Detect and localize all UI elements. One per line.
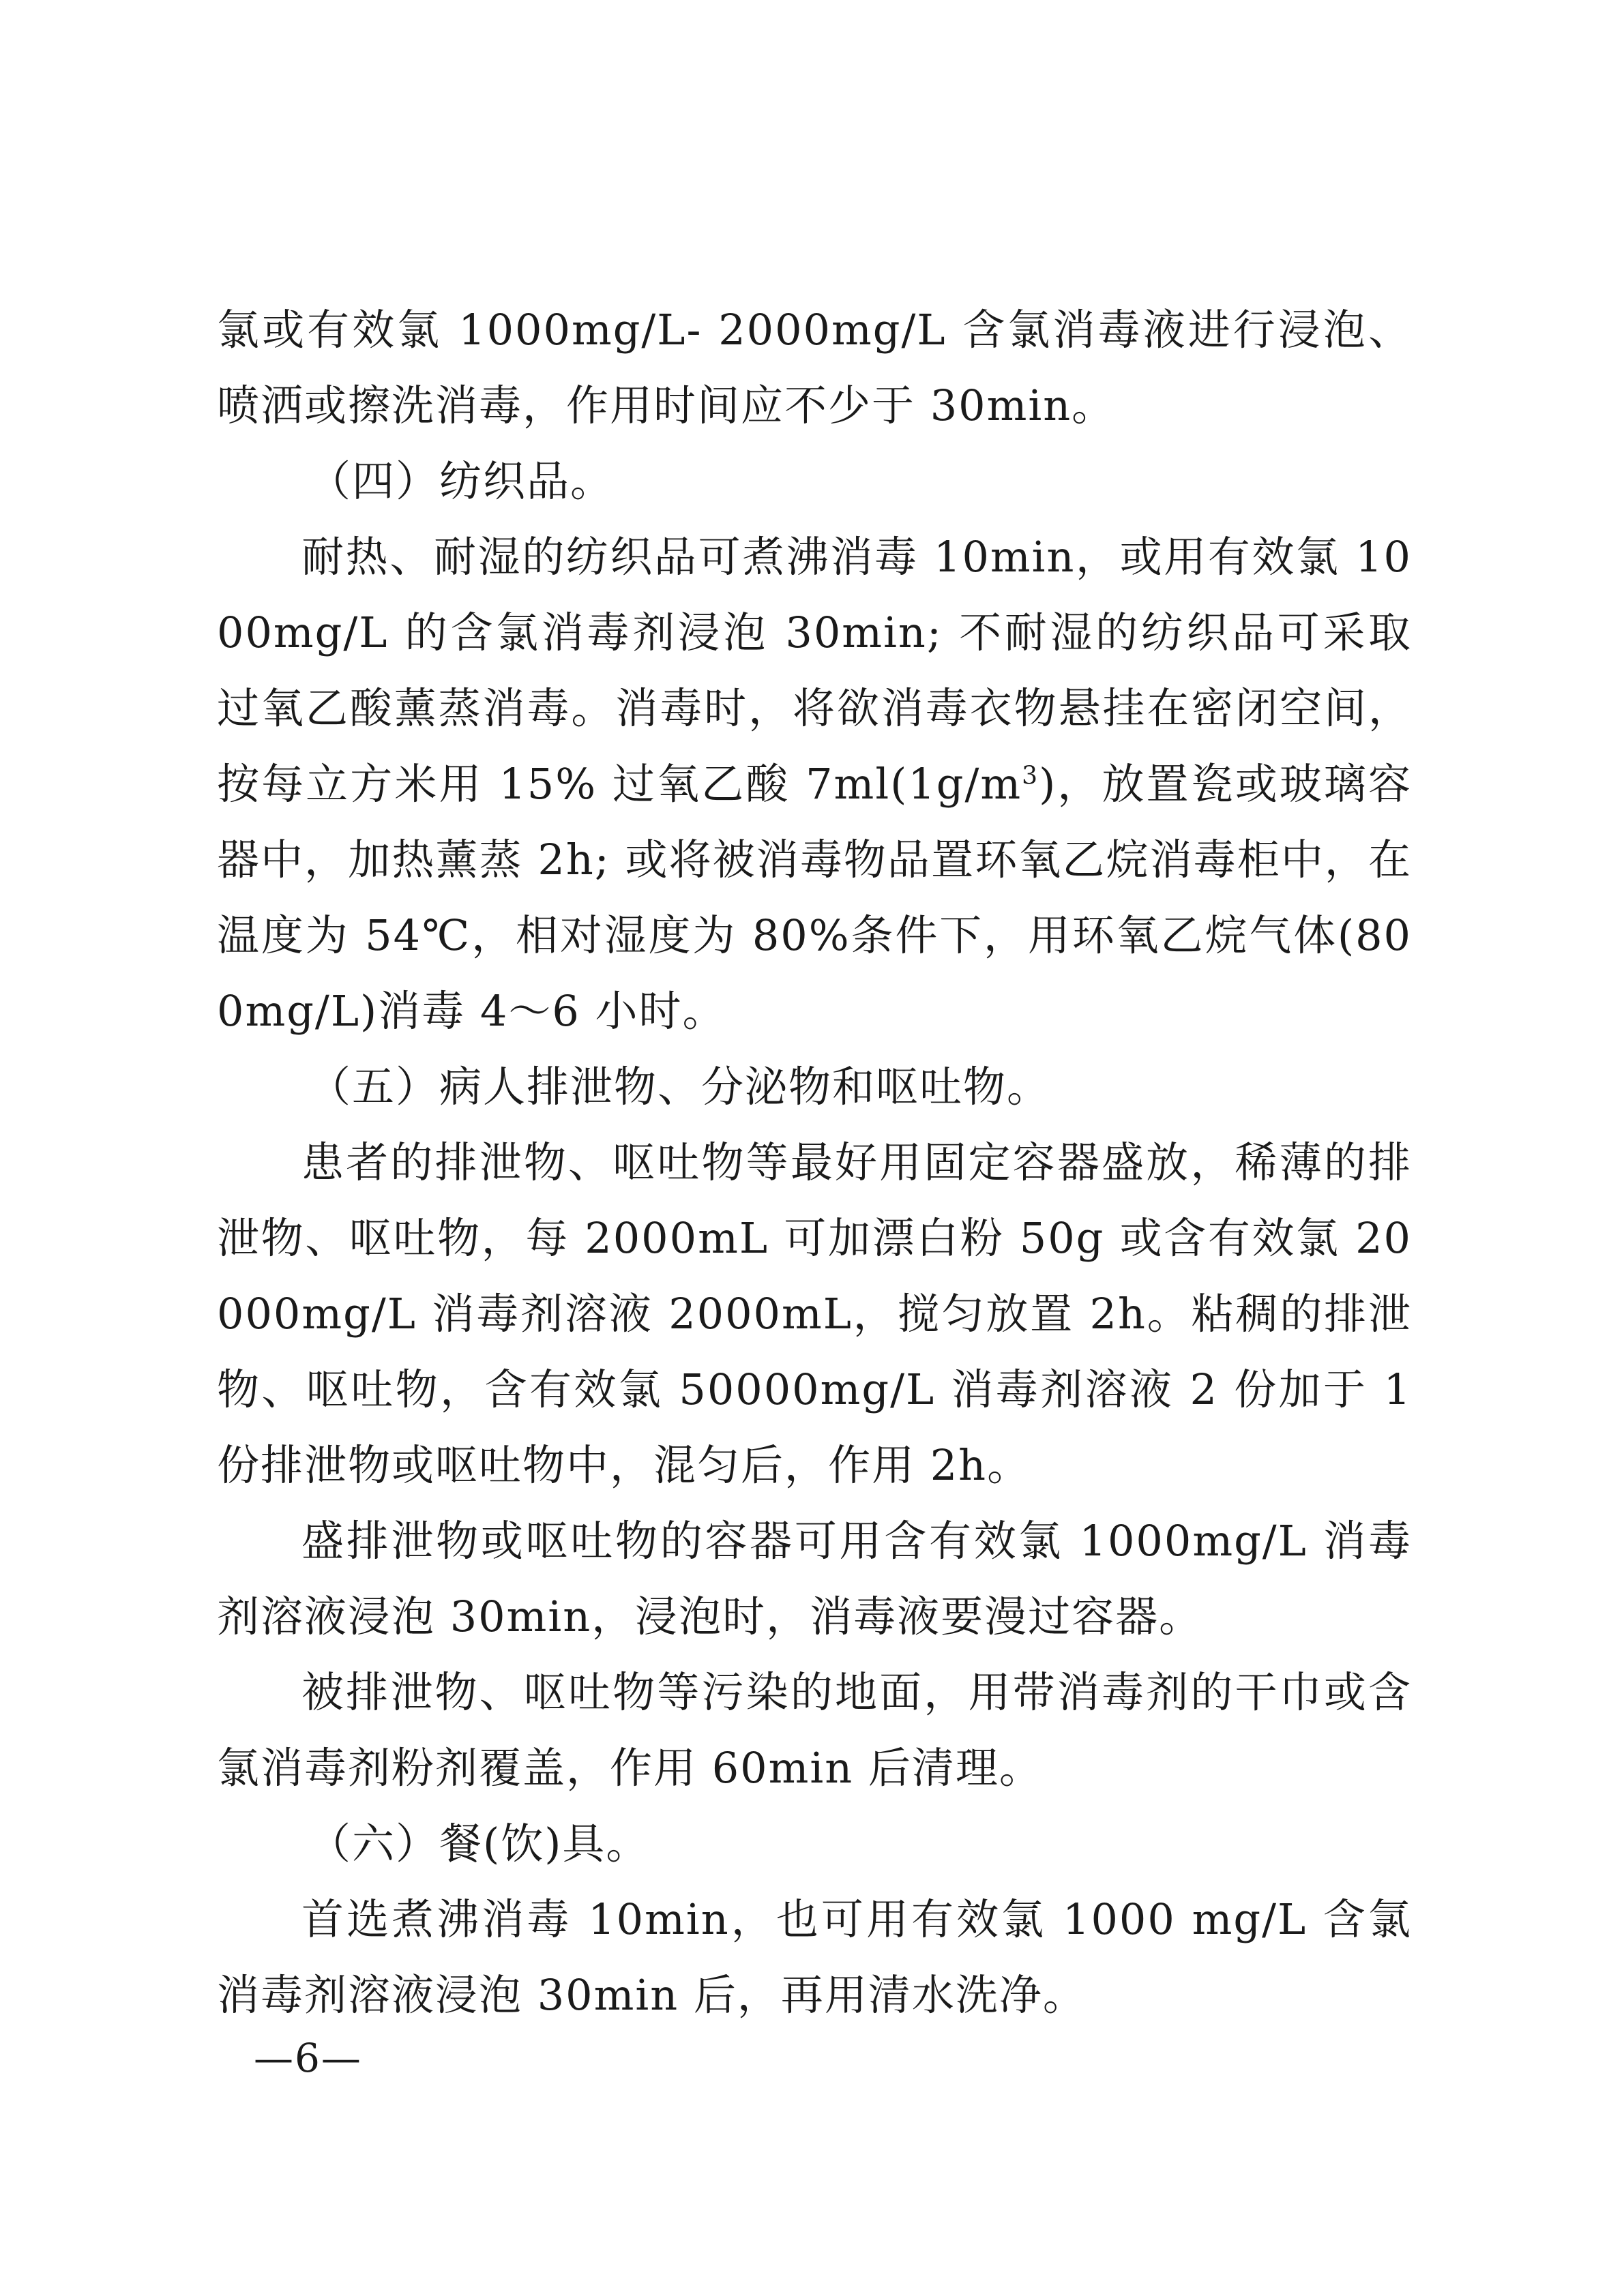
section-heading-textiles: （四）纺织品。 [308,456,615,506]
paragraph-textiles-part2: )，放置瓷或玻璃容器中，加热薰蒸 2h; 或将被消毒物品置环氧乙烷消毒柜中，在温度为 54℃，相对湿度为 80%条件下，用环氧乙烷气体(800mg/L)消毒 4～6 小时。 [217,759,1412,1036]
superscript-cubic: 3 [1022,762,1039,790]
paragraph-textiles [217,519,1412,1049]
section-heading-excreta: （五）病人排泄物、分泌物和呕吐物。 [308,1062,1051,1112]
paragraph-excreta: 患者的排泄物、呕吐物等最好用固定容器盛放，稀薄的排泄物、呕吐物，每 2000mL 可加漂白粉 50g 或含有效氯 20000mg/L 消毒剂溶液 2000mL，搅匀放置 2h。粘稠的排泄物、呕吐物，含有效氯 50000mg/L 消毒剂溶液 2 份加于 1 份排泄物或呕吐物中，混匀后，作用 2h。 [217,1137,1412,1490]
paragraph-containers: 盛排泄物或呕吐物的容器可用含有效氯 1000mg/L 消毒剂溶液浸泡 30min，浸泡时，消毒液要漫过容器。 [217,1516,1412,1641]
page-number: —6— [254,2035,362,2081]
paragraph-floor: 被排泄物、呕吐物等污染的地面，用带消毒剂的干巾或含氯消毒剂粉剂覆盖，作用 60min 后清理。 [217,1667,1412,1793]
paragraph-continuation: 氯或有效氯 1000mg/L- 2000mg/L 含氯消毒液进行浸泡、喷洒或擦洗消毒，作用时间应不少于 30min。 [217,305,1412,430]
paragraph-tableware: 首选煮沸消毒 10min，也可用有效氯 1000 mg/L 含氯消毒剂溶液浸泡 30min 后，再用清水洗净。 [217,1894,1412,2020]
document-body [217,292,1412,2033]
section-heading-tableware: （六）餐(饮)具。 [308,1819,650,1868]
paragraph-textiles-part1: 耐热、耐湿的纺织品可煮沸消毒 10min，或用有效氯 1000mg/L 的含氯消毒剂浸泡 30min; 不耐湿的纺织品可采取过氧乙酸薰蒸消毒。消毒时，将欲消毒衣物悬挂在密闭空间，按每立方米用 15% 过氧乙酸 7ml(1g/m [217,532,1412,809]
